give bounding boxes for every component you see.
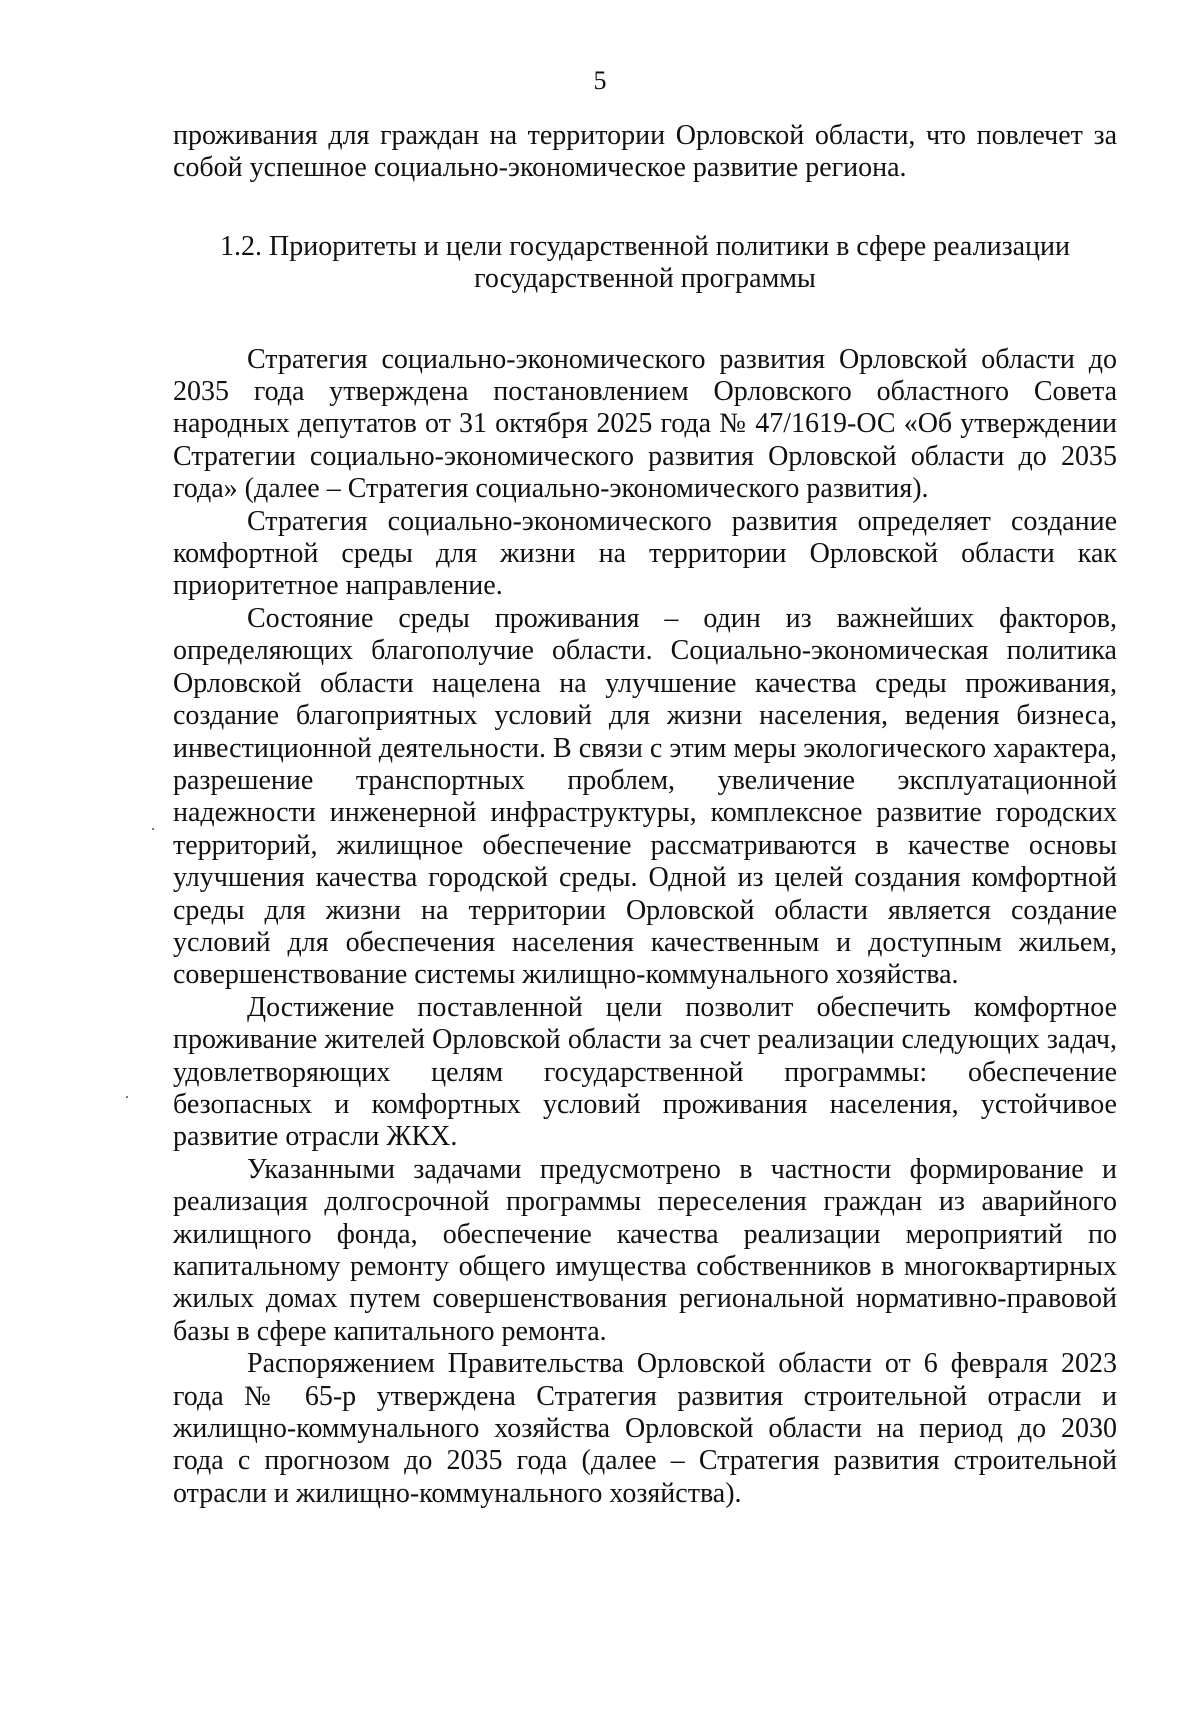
scan-dot-mark: · (124, 1087, 130, 1107)
scan-dot-mark: · (150, 819, 156, 839)
paragraph-strategy-approval: Стратегия социально-экономического развития Орловской области до 2035 года утверждена постановлением Орловского областного Совета народных депутатов от 31 октября 2025 года № 47/1619-ОС «Об утверждении Стратегии социально-экономического развития Орловской области до 2035 года» (далее – Стратегия социально-экономического развития). (173, 343, 1117, 505)
section-heading (173, 231, 1117, 296)
section-heading-line-1: 1.2. Приоритеты и цели государственной политики в сфере реализации (219, 230, 1071, 262)
document-body (173, 120, 1117, 1510)
intro-paragraph: проживания для граждан на территории Орловской области, что повлечет за собой успешное социально-экономическое развитие региона. (173, 120, 1117, 184)
paragraph-living-environment: Состояние среды проживания – один из важнейших факторов, определяющих благополучие области. Социально-экономическая политика Орловской области нацелена на улучшение качества среды проживания, создание благоприятных условий для жизни населения, ведения бизнеса, инвестиционной деятельности. В связи с этим меры экологического характера, разрешение транспортных проблем, увеличение эксплуатационной надежности инженерной инфраструктуры, комплексное развитие городских территорий, жилищное обеспечение рассматриваются в качестве основы улучшения качества городской среды. Одной из целей создания комфортной среды для жизни на территории Орловской области является создание условий для обеспечения населения качественным и доступным жильем, совершенствование системы жилищно-коммунального хозяйства. (173, 602, 1117, 991)
paragraph-comfortable-environment: Стратегия социально-экономического развития определяет создание комфортной среды для жизни на территории Орловской области как приоритетное направление. (173, 505, 1117, 602)
paragraph-goal-achievement: Достижение поставленной цели позволит обеспечить комфортное проживание жителей Орловской области за счет реализации следующих задач, удовлетворяющих целям государственной программы: обеспечение безопасных и комфортных условий проживания населения, устойчивое развитие отрасли ЖКХ. (173, 991, 1117, 1153)
paragraph-tasks: Указанными задачами предусмотрено в частности формирование и реализация долгосрочной программы переселения граждан из аварийного жилищного фонда, обеспечение качества реализации мероприятий по капитальному ремонту общего имущества собственников в многоквартирных жилых домах путем совершенствования региональной нормативно-правовой базы в сфере капитального ремонта. (173, 1153, 1117, 1347)
page-number: 5 (593, 66, 607, 95)
paragraph-government-order: Распоряжением Правительства Орловской области от 6 февраля 2023 года № 65-р утверждена Стратегия развития строительной отрасли и жилищно-коммунального хозяйства Орловской области на период до 2030 года с прогнозом до 2035 года (далее – Стратегия развития строительной отрасли и жилищно-коммунального хозяйства). (173, 1348, 1117, 1509)
section-heading-line-2: государственной программы (474, 263, 816, 295)
